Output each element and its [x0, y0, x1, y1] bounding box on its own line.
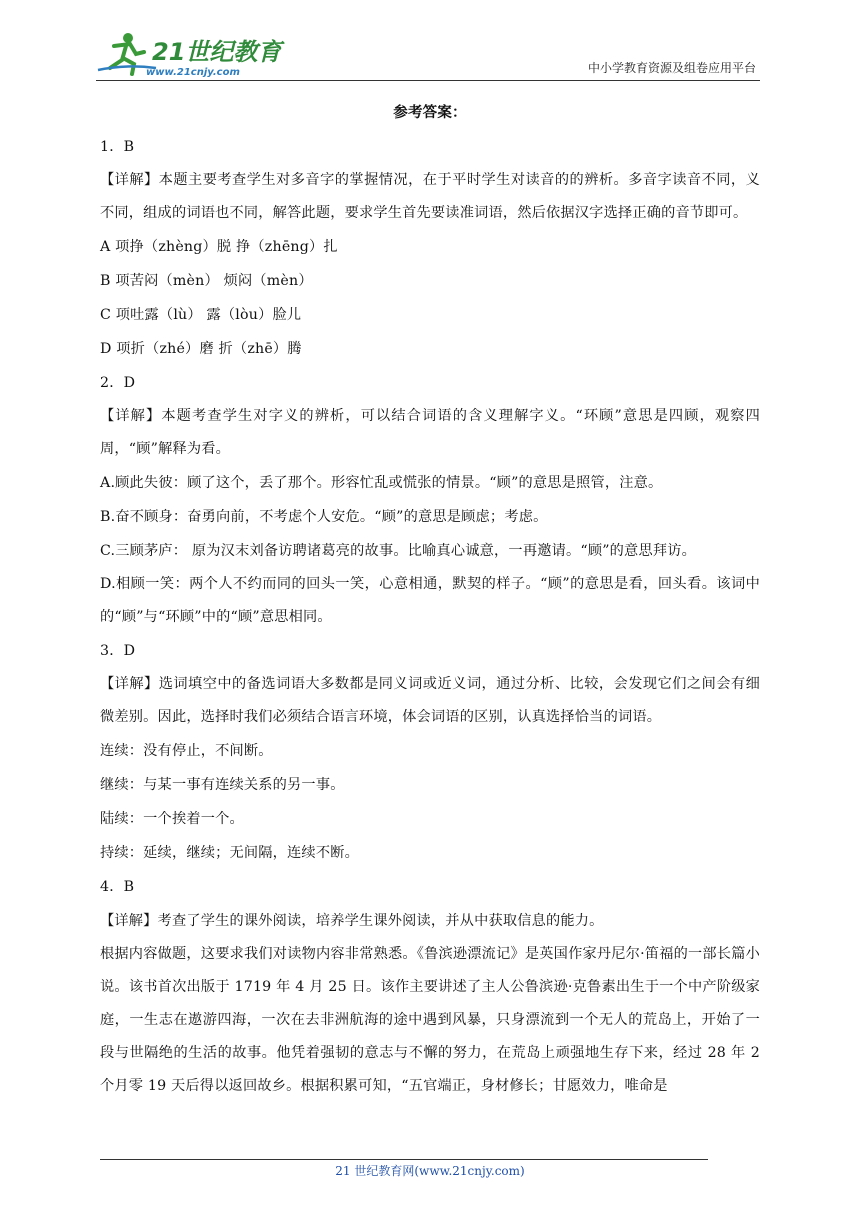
logo-text: 21世纪教育: [152, 38, 282, 66]
answer-line: 持续：延续，继续；无间隔，连续不断。: [100, 845, 359, 861]
answer-line: 【详解】考查了学生的课外阅读，培养学生课外阅读，并从中获取信息的能力。: [100, 913, 604, 929]
answer-line: 【详解】选词填空中的备选词语大多数都是同义词或近义词，通过分析、比较，会发现它们之间会有细微差别。因此，选择时我们必须结合语言环境，体会词语的区别，认真选择恰当的词语。: [100, 676, 760, 725]
footer-text: 21 世纪教育网(www.21cnjy.com): [335, 1164, 525, 1178]
logo-runner-icon: [96, 30, 282, 78]
answer-line: 4．B: [100, 879, 135, 895]
answer-list: [100, 130, 760, 1103]
answer-line: 3．D: [100, 643, 136, 659]
answer-line: 陆续：一个挨着一个。: [100, 811, 244, 827]
answer-line: C.三顾茅庐： 原为汉末刘备访聘诸葛亮的故事。比喻真心诚意，一再邀请。“顾”的意思拜访。: [100, 543, 696, 559]
answer-line: 连续：没有停止，不间断。: [100, 743, 273, 759]
answer-line: A 项挣（zhèng）脱 挣（zhēng）扎: [100, 239, 338, 255]
answer-line: B.奋不顾身：奋勇向前，不考虑个人安危。“顾”的意思是顾虑；考虑。: [100, 509, 548, 525]
answer-content: [100, 96, 760, 1103]
answer-line: 【详解】本题考查学生对字义的辨析，可以结合词语的含义理解字义。“环顾”意思是四顾，观察四周，“顾”解释为看。: [100, 408, 760, 457]
answer-line: 继续：与某一事有连续关系的另一事。: [100, 777, 345, 793]
answer-line: A.顾此失彼：顾了这个，丢了那个。形容忙乱或慌张的情景。“顾”的意思是照管，注意。: [100, 475, 663, 491]
answer-line: 【详解】本题主要考查学生对多音字的掌握情况，在于平时学生对读音的的辨析。多音字读音不同，义不同，组成的词语也不同，解答此题，要求学生首先要读准词语，然后依据汉字选择正确的音节即可。: [100, 172, 760, 221]
answer-line: D.相顾一笑：两个人不约而同的回头一笑，心意相通，默契的样子。“顾”的意思是看，回头看。该词中的“顾”与“环顾”中的“顾”意思相同。: [100, 576, 760, 625]
logo-url: www.21cnjy.com: [146, 67, 240, 78]
page-header: [96, 30, 760, 81]
answer-line: B 项苦闷（mèn） 烦闷（mèn）: [100, 273, 313, 289]
answer-line: 2．D: [100, 375, 136, 391]
logo: [96, 30, 282, 78]
answer-line: 1．B: [100, 139, 135, 155]
answer-line: 根据内容做题，这要求我们对读物内容非常熟悉。《鲁滨逊漂流记》是英国作家丹尼尔·笛福的一部长篇小说。该书首次出版于 1719 年 4 月 25 日。该作主要讲述了主人公鲁滨逊·克鲁素出生于一个中产阶级家庭，一生志在遨游四海，一次在去非洲航海的途中遇到风暴，只身漂流到一个无人的荒岛上，开始了一段与世隔绝的生活的故事。他凭着强韧的意志与不懈的努力，在荒岛上顽强地生存下来，经过 28 年 2 个月零 19 天后得以返回故乡。根据积累可知，“五官端正，身材修长；甘愿效力，唯命是: [100, 946, 760, 1094]
answer-line: C 项吐露（lù） 露（lòu）脸儿: [100, 307, 302, 323]
footer-divider: [100, 1159, 708, 1160]
page-title: 参考答案：: [393, 104, 467, 121]
platform-name: 中小学教育资源及组卷应用平台: [587, 61, 756, 75]
answer-line: D 项折（zhé）磨 折（zhē）腾: [100, 341, 302, 357]
